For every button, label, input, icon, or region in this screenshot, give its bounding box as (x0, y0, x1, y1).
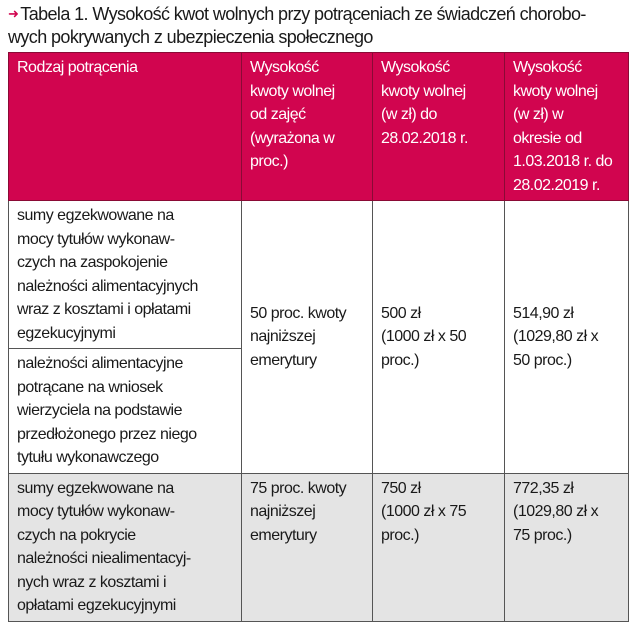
percent-cell: 50 proc. kwoty najniższej emerytury (242, 201, 373, 474)
table-caption (8, 2, 628, 49)
table-row (9, 201, 629, 349)
header-deduction-type: Rodzaj potrącenia (9, 53, 242, 201)
from-2018-cell: 772,35 zł (1029,80 zł x 75 proc.) (505, 473, 629, 621)
from-2018-cell: 514,90 zł (1029,80 zł x 50 proc.) (505, 201, 629, 474)
header-from-2018: Wysokość kwoty wolnej (w zł) w okresie od 1.03.2018 r. do 28.02.2019 r. (505, 53, 629, 201)
deduction-type: należności alimentacyjne potrącane na wniosek wierzyciela na podstawie przedłożonego przez niego tytułu wykonawczego (9, 349, 242, 474)
table-row (9, 473, 629, 621)
deduction-table (8, 52, 629, 622)
percent-cell: 75 proc. kwoty najniższej emerytury (242, 473, 373, 621)
header-percent: Wysokość kwoty wolnej od zajęć (wyrażona w proc.) (242, 53, 373, 201)
deduction-type: sumy egzekwowane na mocy tytułów wykonaw- czych na zaspokojenie należności alimentacyjnych wraz z kosztami i opłatami egzekucyjnymi (9, 201, 242, 349)
caption-text: Tabela 1. Wysokość kwot wolnych przy potrąceniach ze świadczeń chorobo- wych pokrywanych z ubezpieczenia społecznego (8, 4, 586, 47)
arrow-right-icon: ➜ (8, 6, 19, 21)
header-until-2018: Wysokość kwoty wolnej (w zł) do 28.02.2018 r. (373, 53, 505, 201)
until-2018-cell: 750 zł (1000 zł x 75 proc.) (373, 473, 505, 621)
table-header-row (9, 53, 629, 201)
deduction-type: sumy egzekwowane na mocy tytułów wykonaw- czych na pokrycie należności niealimentacyj- nych wraz z kosztami i opłatami egzekucyjnymi (9, 473, 242, 621)
until-2018-cell: 500 zł (1000 zł x 50 proc.) (373, 201, 505, 474)
